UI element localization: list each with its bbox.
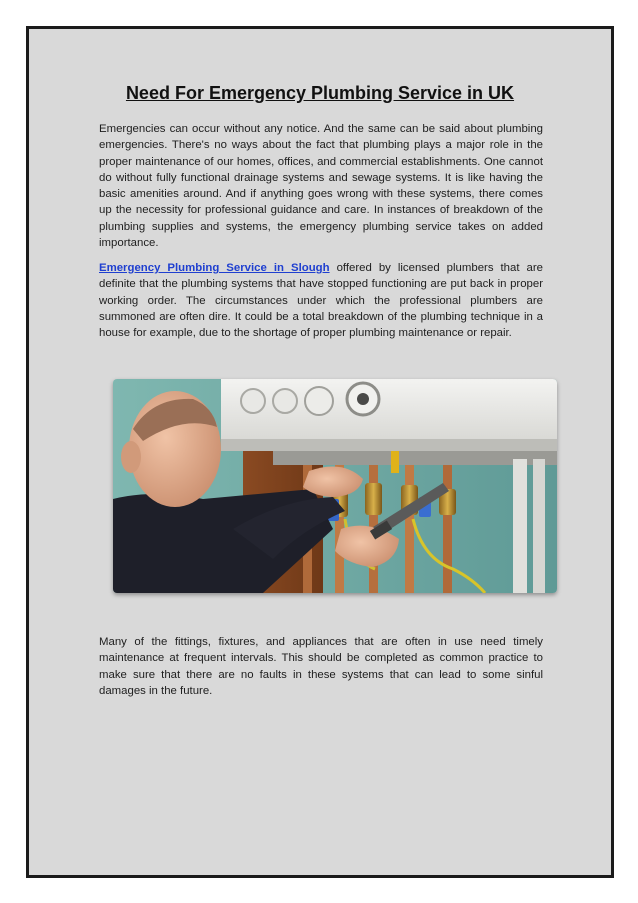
plumber-boiler-photo: [113, 379, 557, 593]
paragraph-service: [99, 260, 543, 341]
document-page: [26, 26, 614, 878]
paragraph-intro: Emergencies can occur without any notice. And the same can be said about plumbing emergencies. There's no ways about the fact that plumbing plays a major role in the proper maintenance of our homes, offices, and commercial establishments. One cannot do without fully functional drainage systems and sewage systems. It is like having the basic amenities around. And if anything goes wrong with these systems, there comes up the necessity for professional guidance and care. In instances of breakdown of the plumbing supplies and systems, the emergency plumbing service takes on added importance.: [99, 123, 543, 250]
document-title: Need For Emergency Plumbing Service in UK: [125, 83, 515, 103]
paragraph-maintenance: Many of the fittings, fixtures, and appliances that are often in use need timely maintenance at frequent intervals. This should be completed as common practice to make sure that there are no faults in these systems that can lead to some sinful damages in the future.: [99, 636, 543, 697]
emergency-plumbing-slough-link[interactable]: Emergency Plumbing Service in Slough: [99, 262, 330, 274]
paragraph-service-text: offered by licensed plumbers that are definite that the plumbing systems that have stopped functioning are put back in proper working order. The circumstances under which the professional plumbers are summoned are often dire. It could be a total breakdown of the plumbing technique in a house for example, due to the shortage of proper plumbing maintenance or repair.: [99, 262, 543, 340]
